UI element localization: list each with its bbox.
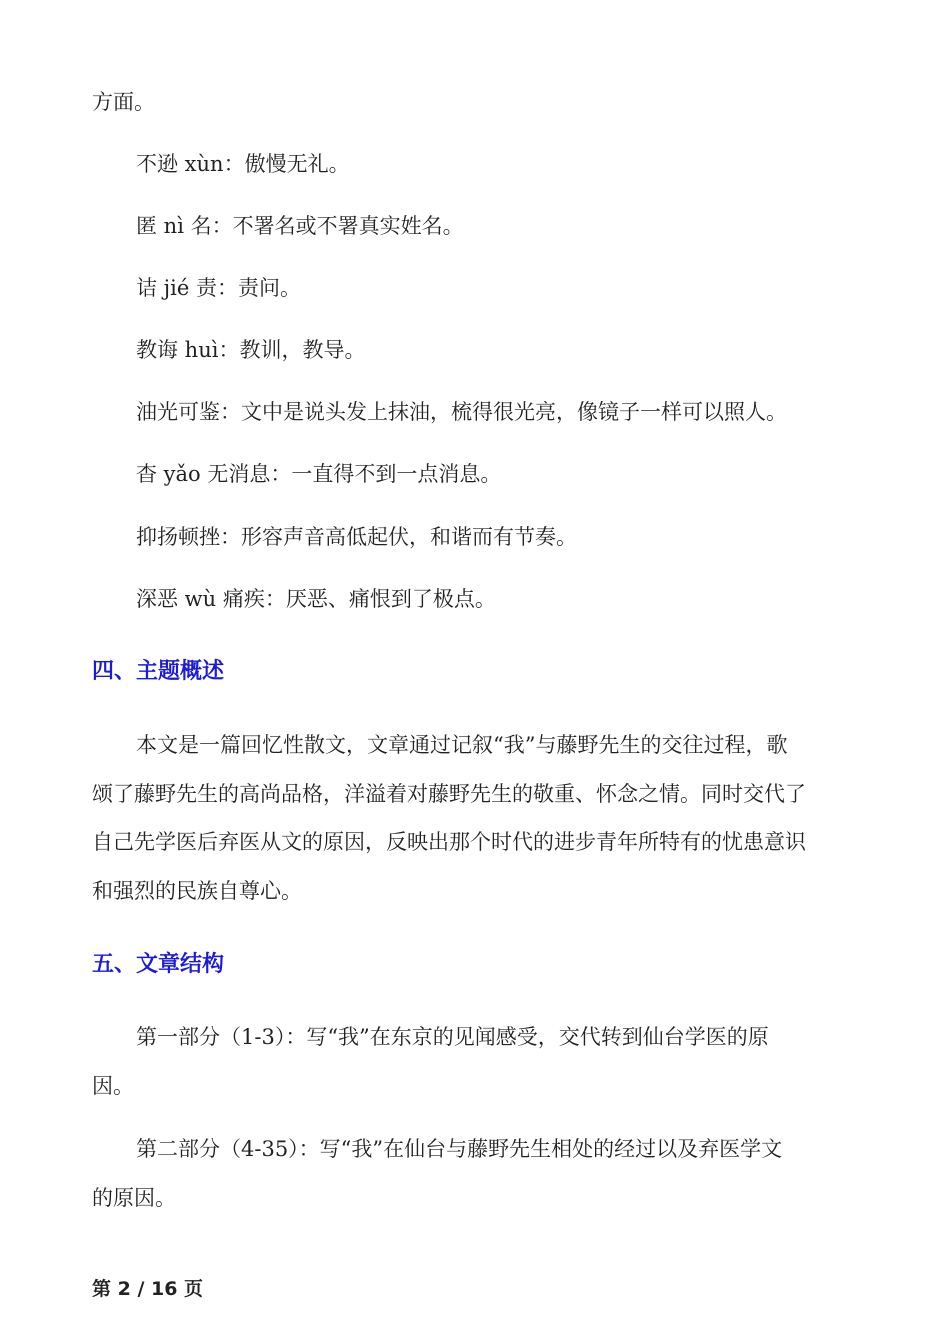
paragraph-line: 和强烈的民族自尊心。 [92,879,302,903]
glossary-item: 油光可鉴：文中是说头发上抹油，梳得很光亮，像镜子一样可以照人。 [136,400,787,424]
section-heading-structure: 五、文章结构 [92,952,225,977]
paragraph-line: 颂了藤野先生的高尚品格，洋溢着对藤野先生的敬重、怀念之情。同时交代了 [92,782,806,806]
glossary-item: 不逊 xùn：傲慢无礼。 [136,152,350,176]
structure-part-2-line: 第二部分（4-35）：写“我”在仙台与藤野先生相处的经过以及弃医学文 [136,1137,783,1161]
structure-part-1-line: 因。 [92,1074,134,1098]
glossary-item: 抑扬顿挫：形容声音高低起伏，和谐而有节奏。 [136,525,577,549]
structure-part-2-line: 的原因。 [92,1186,176,1210]
glossary-item: 诘 jié 责：责问。 [136,276,302,300]
structure-part-1-line: 第一部分（1-3）：写“我”在东京的见闻感受，交代转到仙台学医的原 [136,1025,769,1049]
glossary-item: 杳 yǎo 无消息：一直得不到一点消息。 [136,462,502,486]
glossary-item: 教诲 huì：教训，教导。 [136,338,366,362]
glossary-item: 匿 nì 名：不署名或不署真实姓名。 [136,214,464,238]
continuation-text: 方面。 [92,90,155,114]
section-heading-theme: 四、主题概述 [92,659,225,684]
paragraph-line: 自己先学医后弃医从文的原因，反映出那个时代的进步青年所特有的忧患意识 [92,830,806,854]
page-number: 第 2 / 16 页 [92,1278,204,1300]
paragraph-line: 本文是一篇回忆性散文，文章通过记叙“我”与藤野先生的交往过程，歌 [136,733,788,757]
glossary-item: 深恶 wù 痛疾：厌恶、痛恨到了极点。 [136,587,496,611]
